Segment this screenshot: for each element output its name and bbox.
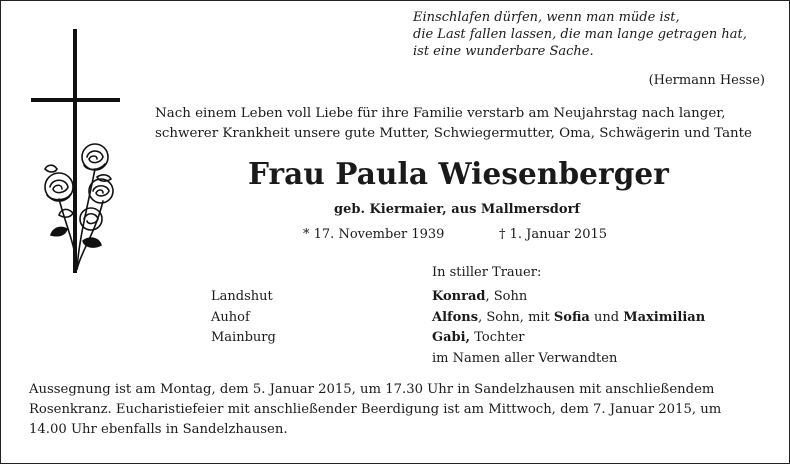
mourners-heading: In stiller Trauer: [432,265,542,280]
quote-author: (Hermann Hesse) [648,73,765,88]
footer-line: Rosenkranz. Eucharistiefeier mit anschließender Beerdigung ist am Mittwoch, dem 7. Januar 2015, um [29,402,722,417]
death-date: † 1. Januar 2015 [499,227,608,242]
mourner-row [432,287,705,308]
place: Mainburg [211,330,276,345]
mourner-name: Maximilian [623,309,706,325]
mourner-relation: , Sohn, mit [478,309,554,325]
quote-line: die Last fallen lassen, die man lange getragen hat, [413,27,747,42]
intro-text [155,104,752,144]
mourner-name: Gabi, [432,330,471,345]
footer-line: Aussegnung ist am Montag, dem 5. Januar 2015, um 17.30 Uhr in Sandelzhausen mit anschließendem [29,382,715,397]
mourner-name: Alfons [432,309,479,325]
mourner-name: Sofia [553,309,590,325]
deceased-name: Frau Paula Wiesenberger [248,156,669,191]
intro-line: Nach einem Leben voll Liebe für ihre Familie verstarb am Neujahrstag nach langer, [155,106,726,121]
mourners-closing: im Namen aller Verwandten [432,350,618,366]
mourner-name: Konrad [432,289,486,304]
mourners-list [432,287,705,369]
birth-date: * 17. November 1939 [303,227,445,242]
mourner-connector: und [589,309,624,325]
places-list [211,287,276,349]
footer-line: 14.00 Uhr ebenfalls in Sandelzhausen. [29,422,288,437]
mourner-row [432,328,705,349]
quote-line: Einschlafen dürfen, wenn man müde ist, [413,10,680,25]
place: Auhof [211,309,250,325]
quote-line: ist eine wunderbare Sache. [413,44,594,59]
maiden-name: geb. Kiermaier, aus Mallmersdorf [334,202,581,217]
place: Landshut [211,289,273,304]
roses-icon [37,129,117,274]
mourner-relation: Tochter [470,330,525,345]
mourner-relation: , Sohn [485,289,528,304]
intro-line: schwerer Krankheit unsere gute Mutter, Schwiegermutter, Oma, Schwägerin und Tante [155,126,752,141]
quote [413,9,747,60]
service-details [29,380,721,440]
mourner-row [432,308,705,329]
